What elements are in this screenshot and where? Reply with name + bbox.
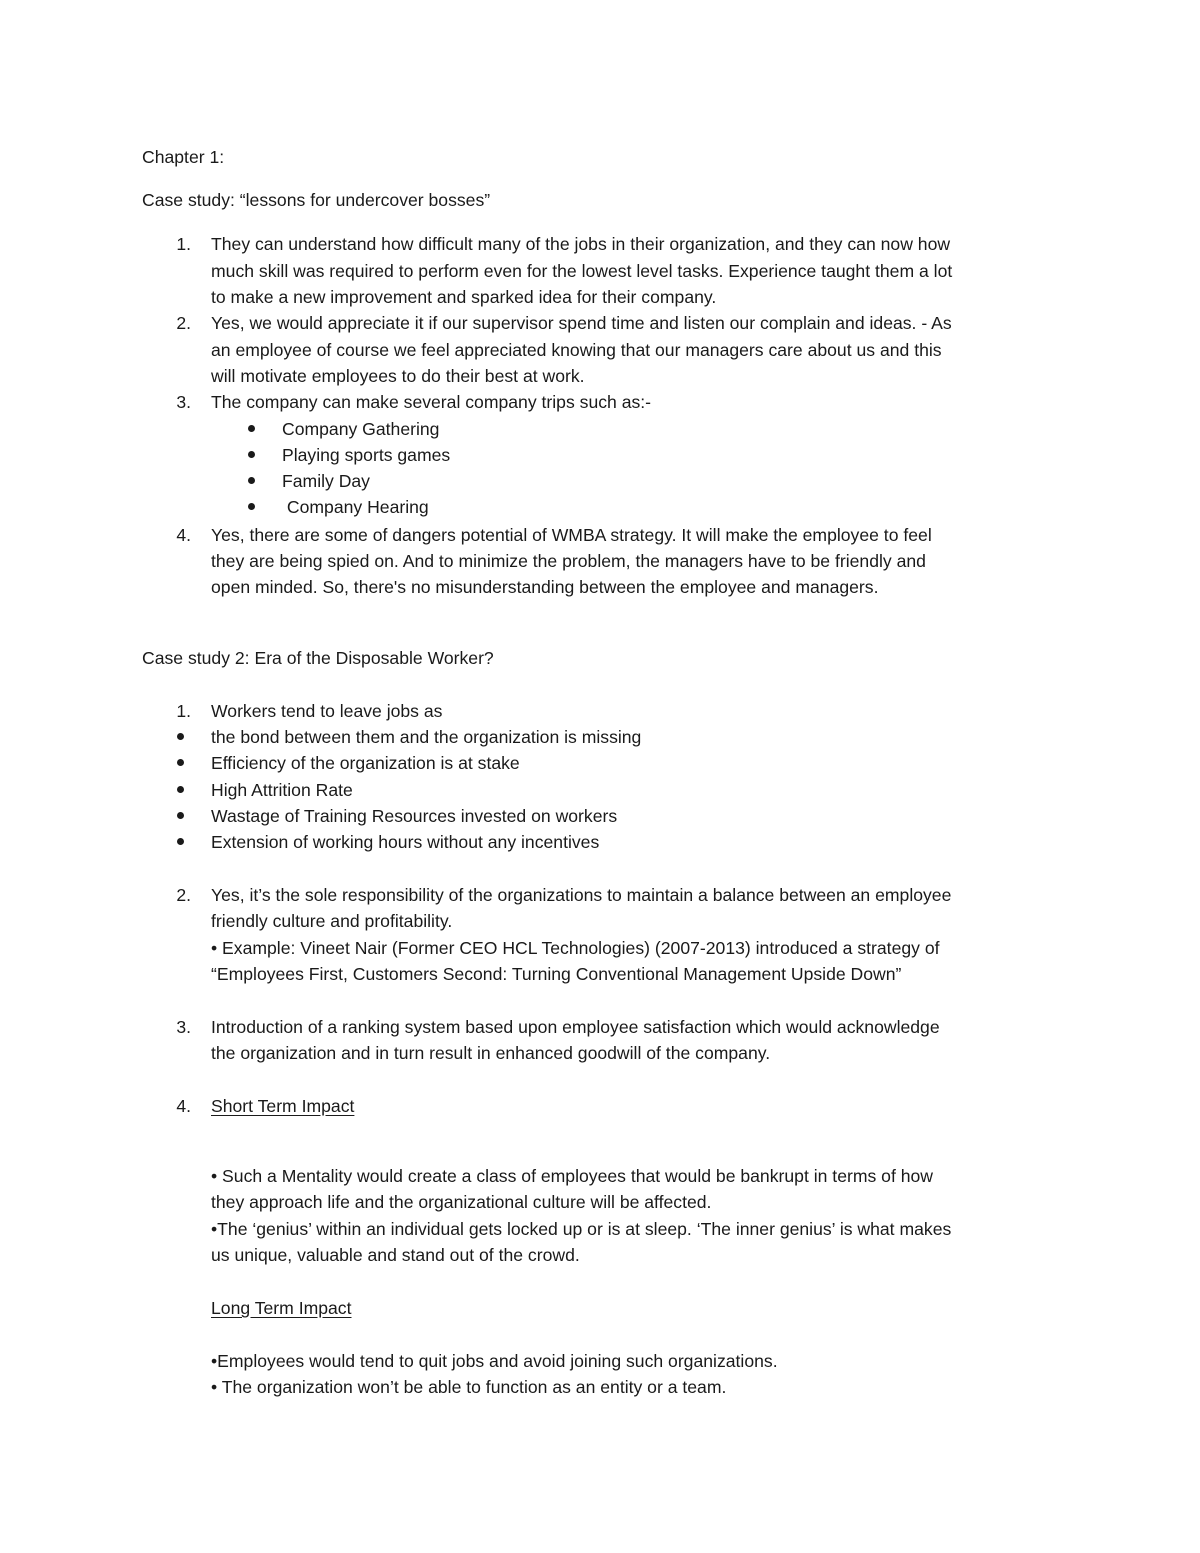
cs2-q3-number: 3. (176, 1017, 191, 1037)
long-term-line-2: • The organization won’t be able to function as an entity or a team. (211, 1377, 727, 1397)
cs1-item-4-number: 4. (176, 525, 191, 545)
cs2-q2-line-4: “Employees First, Customers Second: Turning Conventional Management Upside Down” (211, 964, 902, 984)
bullet-icon (177, 733, 184, 740)
cs2-q2-line-1: Yes, it’s the sole responsibility of the organizations to maintain a balance between an employee (211, 885, 952, 905)
bullet-icon (177, 759, 184, 766)
cs1-item-4-line-1: Yes, there are some of dangers potential of WMBA strategy. It will make the employee to feel (211, 525, 932, 545)
bullet-icon (177, 786, 184, 793)
cs1-item-4-line-3: open minded. So, there's no misunderstanding between the employee and managers. (211, 577, 879, 597)
trip-item-1: Company Gathering (282, 419, 440, 439)
cs2-q2-number: 2. (176, 885, 191, 905)
cs1-item-1-number: 1. (176, 234, 191, 254)
trip-item-4: Company Hearing (282, 497, 429, 517)
short-term-line-1: • Such a Mentality would create a class of employees that would be bankrupt in terms of how (211, 1166, 934, 1186)
cs2-q1-text: Workers tend to leave jobs as (211, 701, 443, 721)
case-study-2-title: Case study 2: Era of the Disposable Worker? (142, 648, 494, 668)
bullet-icon (248, 425, 255, 432)
cs1-item-1-line-1: They can understand how difficult many of the jobs in their organization, and they can now how (211, 234, 951, 254)
cs2-q1-number: 1. (176, 701, 191, 721)
short-term-impact-heading: Short Term Impact (211, 1096, 355, 1116)
trip-item-3: Family Day (282, 471, 370, 491)
cs1-item-2-line-3: will motivate employees to do their best at work. (211, 366, 585, 386)
case-study-1-title: Case study: “lessons for undercover bosses” (142, 190, 491, 210)
cs1-item-3-number: 3. (176, 392, 191, 412)
cs2-q2-line-2: friendly culture and profitability. (211, 911, 453, 931)
cs2-q2-line-3: • Example: Vineet Nair (Former CEO HCL Technologies) (2007-2013) introduced a strategy of (211, 938, 940, 958)
short-term-line-3: •The ‘genius’ within an individual gets locked up or is at sleep. ‘The inner genius’ is what makes (211, 1219, 952, 1239)
bullet-icon (248, 503, 255, 510)
cs2-q4-number: 4. (176, 1096, 191, 1116)
short-term-line-4: us unique, valuable and stand out of the crowd. (211, 1245, 580, 1265)
bullet-icon (248, 477, 255, 484)
cs1-item-2-line-1: Yes, we would appreciate it if our supervisor spend time and listen our complain and ideas. - As (211, 313, 952, 333)
long-term-impact-heading: Long Term Impact (211, 1298, 352, 1318)
long-term-line-1: •Employees would tend to quit jobs and avoid joining such organizations. (211, 1351, 778, 1371)
cs1-item-2-line-2: an employee of course we feel appreciated knowing that our managers care about us and this (211, 340, 942, 360)
bullet-icon (177, 838, 184, 845)
cs1-item-4-line-2: they are being spied on. And to minimize the problem, the managers have to be friendly and (211, 551, 926, 571)
cs2-q3-line-2: the organization and in turn result in enhanced goodwill of the company. (211, 1043, 771, 1063)
cs1-item-1-line-2: much skill was required to perform even for the lowest level tasks. Experience taught them a lot (211, 261, 953, 281)
cs2-q1-bullet-5: Extension of working hours without any incentives (211, 832, 600, 852)
cs2-q1-bullet-4: Wastage of Training Resources invested on workers (211, 806, 618, 826)
short-term-line-2: they approach life and the organizational culture will be affected. (211, 1192, 712, 1212)
cs1-item-3-line-1: The company can make several company trips such as:- (211, 392, 652, 412)
cs1-item-2-number: 2. (176, 313, 191, 333)
cs2-q1-bullet-3: High Attrition Rate (211, 780, 353, 800)
bullet-icon (177, 812, 184, 819)
cs2-q1-bullet-1: the bond between them and the organization is missing (211, 727, 642, 747)
cs1-item-1-line-3: to make a new improvement and sparked idea for their company. (211, 287, 717, 307)
cs2-q3-line-1: Introduction of a ranking system based upon employee satisfaction which would acknowledge (211, 1017, 940, 1037)
bullet-icon (248, 451, 255, 458)
chapter-heading: Chapter 1: (142, 147, 225, 167)
cs2-q1-bullet-2: Efficiency of the organization is at stake (211, 753, 520, 773)
trip-item-2: Playing sports games (282, 445, 451, 465)
